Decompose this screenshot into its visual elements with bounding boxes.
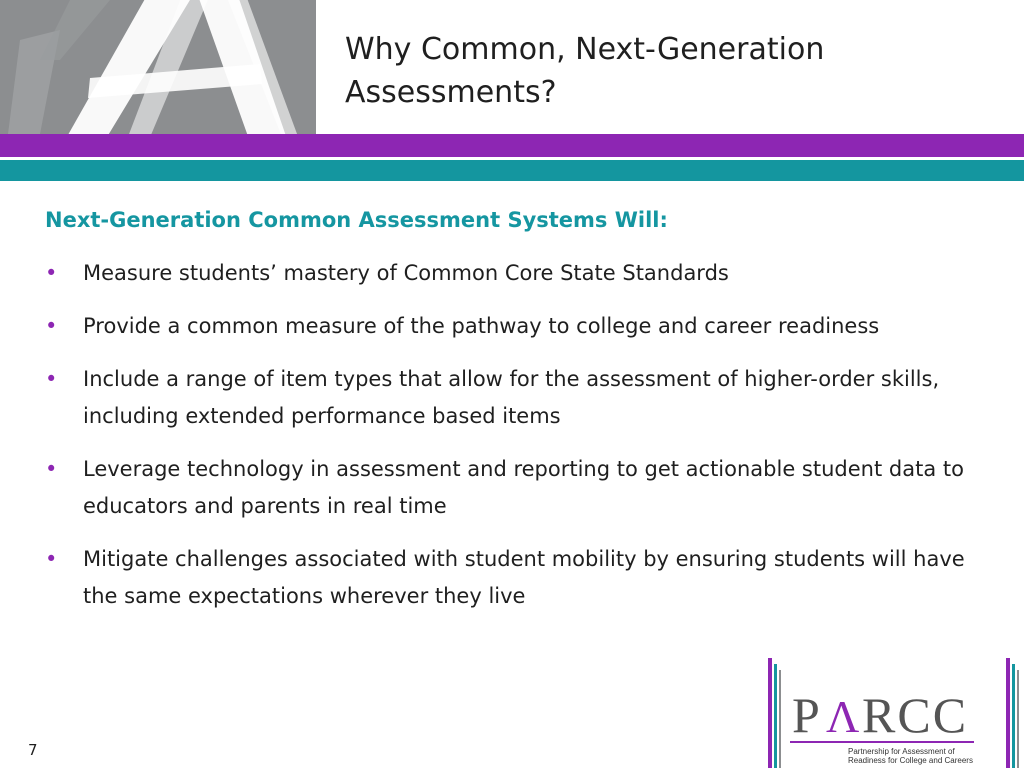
- brushstroke-a-logo-icon: [0, 0, 316, 134]
- bullet-icon: •: [45, 261, 58, 285]
- content-subheading: Next-Generation Common Assessment Systems Will:: [45, 208, 668, 232]
- bullet-text: Leverage technology in assessment and reporting to get actionable student data to educators and parents in real time: [83, 457, 964, 518]
- bullet-icon: •: [45, 547, 58, 571]
- purple-header-band: [0, 134, 1024, 157]
- svg-text:Readiness for College and Care: Readiness for College and Careers: [848, 756, 973, 765]
- svg-text:Partnership for Assessment of: Partnership for Assessment of: [848, 747, 955, 756]
- svg-text:P: P: [792, 687, 821, 743]
- bullet-list: [45, 255, 985, 615]
- bullet-item: [45, 308, 985, 345]
- svg-text:RCC: RCC: [862, 687, 969, 743]
- teal-header-band: [0, 160, 1024, 181]
- bullet-item: [45, 255, 985, 292]
- bullet-icon: •: [45, 314, 58, 338]
- page-number: 7: [28, 741, 38, 759]
- svg-text:Λ: Λ: [826, 691, 860, 742]
- slide-title: Why Common, Next-Generation Assessments?: [345, 32, 825, 110]
- bullet-item: [45, 361, 985, 435]
- bullet-text: Include a range of item types that allow for the assessment of higher-order skills, including extended performance based items: [83, 367, 940, 428]
- bullet-item: [45, 541, 985, 615]
- bullet-icon: •: [45, 367, 58, 391]
- parcc-logo: [790, 682, 980, 768]
- bullet-icon: •: [45, 457, 58, 481]
- bullet-text: Measure students’ mastery of Common Core State Standards: [83, 261, 729, 285]
- bullet-text: Provide a common measure of the pathway to college and career readiness: [83, 314, 880, 338]
- bullet-text: Mitigate challenges associated with student mobility by ensuring students will have the same expectations wherever they live: [83, 547, 965, 608]
- bullet-item: [45, 451, 985, 525]
- slide-content: [45, 205, 985, 631]
